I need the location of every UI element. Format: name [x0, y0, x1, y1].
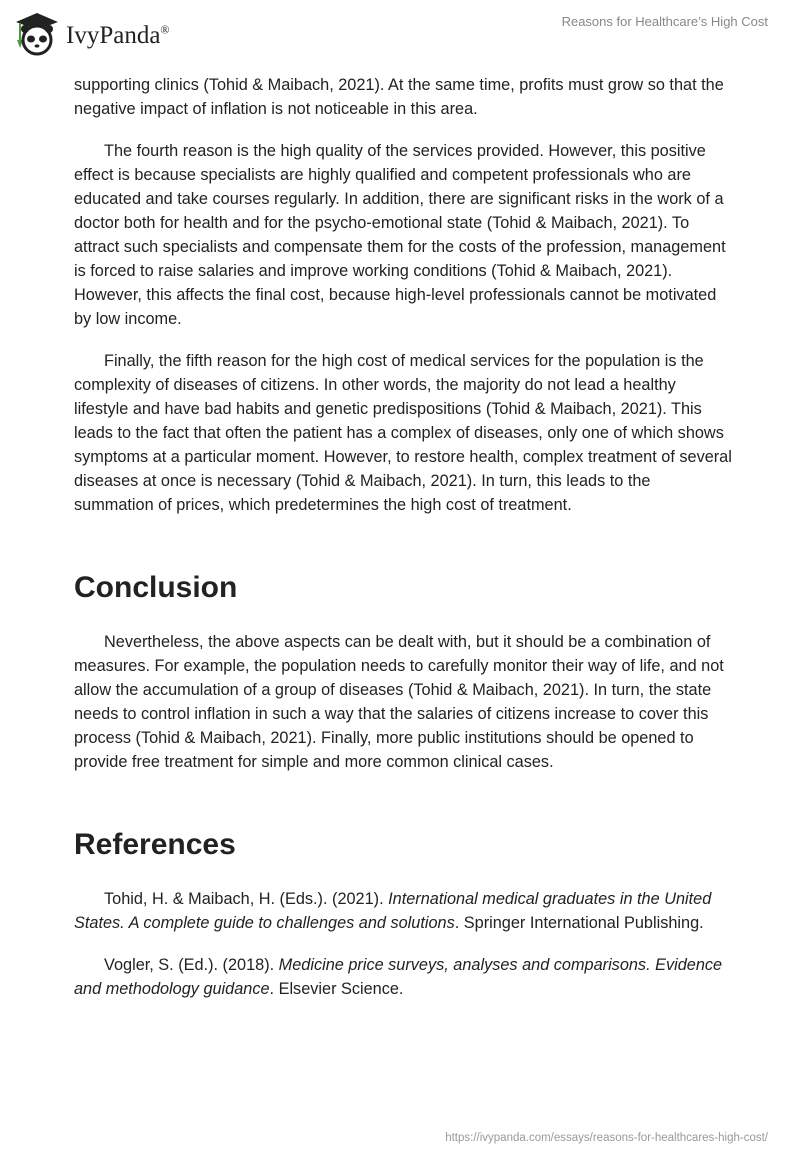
brand-name: IvyPanda® [66, 22, 170, 49]
paragraph: Nevertheless, the above aspects can be dealt with, but it should be a combination of measures. For example, the population needs to carefully monitor their way of life, and not allow the accumulation of a group of diseases (Tohid & Maibach, 2021). In turn, the state needs to control inflation in such a way that the salaries of citizens increase to cover this process (Tohid & Maibach, 2021). Finally, more public institutions should be opened to provide free treatment for simple and more common clinical cases. [74, 633, 724, 771]
reference-item: Tohid, H. & Maibach, H. (Eds.). (2021). International medical graduates in the United States. A complete guide to challenges and solutions. Springer International Publishing. [74, 890, 712, 932]
paragraph: supporting clinics (Tohid & Maibach, 2021). At the same time, profits must grow so that the negative impact of inflation is not noticeable in this area. [74, 76, 724, 118]
ivypanda-logo[interactable] [12, 8, 170, 58]
page-header [0, 0, 800, 60]
panda-graduate-icon [12, 8, 62, 58]
conclusion-heading: Conclusion [74, 571, 238, 604]
reference-item: Vogler, S. (Ed.). (2018). Medicine price surveys, analyses and comparisons. Evidence and methodology guidance. Elsevier Science. [74, 956, 723, 998]
references-heading: References [74, 828, 236, 861]
paragraph: Finally, the fifth reason for the high cost of medical services for the population is the complexity of diseases of citizens. In other words, the majority do not lead a healthy lifestyle and have bad habits and genetic predispositions (Tohid & Maibach, 2021). This leads to the fact that often the patient has a complex of diseases, only one of which shows symptoms at a particular moment. However, to restore health, complex treatment of several diseases at once is necessary (Tohid & Maibach, 2021). In turn, this leads to the summation of prices, which predetermines the high cost of treatment. [74, 352, 732, 514]
essay-content [74, 73, 734, 1019]
paragraph: The fourth reason is the high quality of the services provided. However, this positive effect is because specialists are highly qualified and competent professionals who are educated and take courses regularly. In addition, there are significant risks in the work of a doctor both for health and for the psycho-emotional state (Tohid & Maibach, 2021). To attract such specialists and compensate them for the costs of the profession, management is forced to raise salaries and improve working conditions (Tohid & Maibach, 2021). However, this affects the final cost, because high-level professionals cannot be motivated by low income. [74, 142, 726, 328]
document-title: Reasons for Healthcare’s High Cost [561, 14, 768, 29]
source-url[interactable]: https://ivypanda.com/essays/reasons-for-healthcares-high-cost/ [445, 1132, 768, 1144]
